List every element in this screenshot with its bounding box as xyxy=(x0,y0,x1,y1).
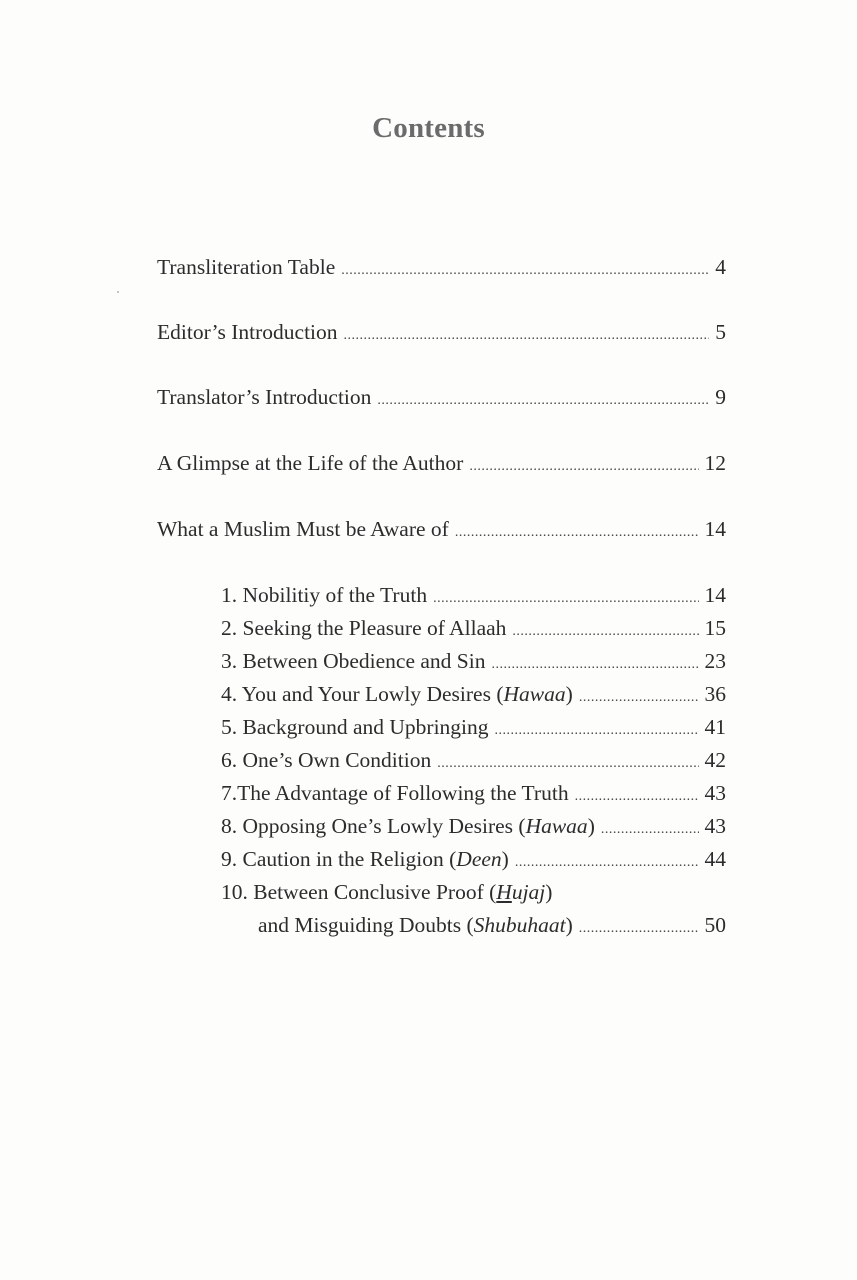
toc-page-number: 41 xyxy=(704,715,726,739)
toc-entry-what-a-muslim-must-be-aware-of[interactable] xyxy=(157,514,726,548)
toc-subentry-label xyxy=(221,613,506,643)
dot-leader xyxy=(455,518,699,548)
subentry-term-underlined: H xyxy=(496,880,512,904)
toc-subentry-label xyxy=(221,778,569,808)
toc-page-number: 23 xyxy=(704,649,726,673)
dot-leader xyxy=(433,584,698,614)
dot-leader xyxy=(601,815,699,845)
subentry-number: 8. xyxy=(221,814,238,838)
toc-subentry-9[interactable] xyxy=(221,844,726,878)
toc-page-number: 50 xyxy=(704,913,726,937)
toc-subentry-5[interactable] xyxy=(221,712,726,746)
toc-entry-label: Editor’s Introduction xyxy=(157,320,338,344)
toc-page-number: 5 xyxy=(715,320,726,344)
toc-page-number: 15 xyxy=(704,616,726,640)
subentry-term: Hawaa xyxy=(503,682,566,706)
toc-subentry-label xyxy=(221,712,489,742)
toc-entry-label: A Glimpse at the Life of the Author xyxy=(157,451,464,475)
toc-subentry-label: and Misguiding Doubts (Shubuhaat) xyxy=(258,913,573,937)
toc-page-number: 42 xyxy=(704,748,726,772)
toc-entry-label: Translator’s Introduction xyxy=(157,385,372,409)
subentry-text: Caution in the Religion xyxy=(242,847,444,871)
subentry-term: Hawaa xyxy=(525,814,588,838)
subentry-text: Between Obedience and Sin xyxy=(242,649,486,673)
subentry-text: One’s Own Condition xyxy=(242,748,432,772)
subentry-text: You and Your Lowly Desires xyxy=(241,682,491,706)
toc-subentry-label: 9. Caution in the Religion (Deen) xyxy=(221,847,509,871)
dot-leader xyxy=(579,914,699,944)
toc-page-number: 43 xyxy=(704,814,726,838)
toc-entry-label: What a Muslim Must be Aware of xyxy=(157,517,449,541)
toc-subentry-10[interactable]: 10. Between Conclusive Proof (Hujaj) xyxy=(221,880,553,904)
subentry-number: 3. xyxy=(221,649,238,673)
subentry-term: Shubuhaat xyxy=(473,913,566,937)
toc-subentry-label xyxy=(221,745,431,775)
toc-page-number: 36 xyxy=(704,682,726,706)
dot-leader xyxy=(495,716,699,746)
toc-subentry-1[interactable] xyxy=(221,580,726,614)
subentry-term: Deen xyxy=(456,847,502,871)
toc-subentry-label: 8. Opposing One’s Lowly Desires (Hawaa) xyxy=(221,814,595,838)
subentry-number: 4. xyxy=(221,682,238,706)
toc-entry-translators-introduction[interactable] xyxy=(157,382,726,416)
toc-subentry-label xyxy=(221,646,486,676)
dot-leader xyxy=(515,848,699,878)
toc-subentry-7[interactable] xyxy=(221,778,726,812)
subentry-text: The Advantage of Following the Truth xyxy=(237,781,569,805)
subentry-number: 10. xyxy=(221,880,248,904)
toc-subentry-2[interactable] xyxy=(221,613,726,647)
toc-subentry-label xyxy=(221,580,427,610)
toc-page-number: 12 xyxy=(704,451,726,475)
subentry-text: Between Conclusive Proof xyxy=(253,880,484,904)
dot-leader xyxy=(579,683,699,713)
toc-page-number: 9 xyxy=(715,385,726,409)
toc-entry-life-of-author[interactable] xyxy=(157,448,726,482)
subentry-text: Background and Upbringing xyxy=(242,715,489,739)
dot-leader xyxy=(377,386,709,416)
subentry-number: 1. xyxy=(221,583,238,607)
subentry-text: Seeking the Pleasure of Allaah xyxy=(242,616,507,640)
subentry-text: Nobilitiy of the Truth xyxy=(242,583,428,607)
dot-leader xyxy=(492,650,699,680)
toc-page-number: 14 xyxy=(704,583,726,607)
subentry-number: 5. xyxy=(221,715,238,739)
toc-subentry-label: 4. You and Your Lowly Desires (Hawaa) xyxy=(221,682,573,706)
dot-leader xyxy=(344,321,710,351)
subentry-number: 2. xyxy=(221,616,238,640)
toc-subentry-10-continuation[interactable] xyxy=(258,910,726,944)
dot-leader xyxy=(575,782,699,812)
toc-subentry-4[interactable] xyxy=(221,679,726,713)
toc-page-number: 4 xyxy=(715,255,726,279)
subentry-number: 9. xyxy=(221,847,238,871)
toc-page-number: 43 xyxy=(704,781,726,805)
paper-speck xyxy=(117,291,119,293)
subentry-number: 6. xyxy=(221,748,238,772)
toc-page-number: 44 xyxy=(704,847,726,871)
dot-leader xyxy=(512,617,698,647)
dot-leader xyxy=(469,452,698,482)
subentry-term-rest: ujaj xyxy=(511,880,546,904)
dot-leader xyxy=(341,256,709,286)
toc-page-number: 14 xyxy=(704,517,726,541)
toc-entry-editors-introduction[interactable] xyxy=(157,317,726,351)
dot-leader xyxy=(437,749,698,779)
toc-subentry-6[interactable] xyxy=(221,745,726,779)
toc-subentry-8[interactable] xyxy=(221,811,726,845)
toc-subentry-3[interactable] xyxy=(221,646,726,680)
subentry-continuation-text: and Misguiding Doubts xyxy=(258,913,462,937)
page-title: Contents xyxy=(372,112,485,144)
subentry-text: Opposing One’s Lowly Desires xyxy=(242,814,514,838)
toc-entry-transliteration-table[interactable] xyxy=(157,252,726,286)
toc-entry-label: Transliteration Table xyxy=(157,255,336,279)
subentry-number: 7. xyxy=(221,781,238,805)
